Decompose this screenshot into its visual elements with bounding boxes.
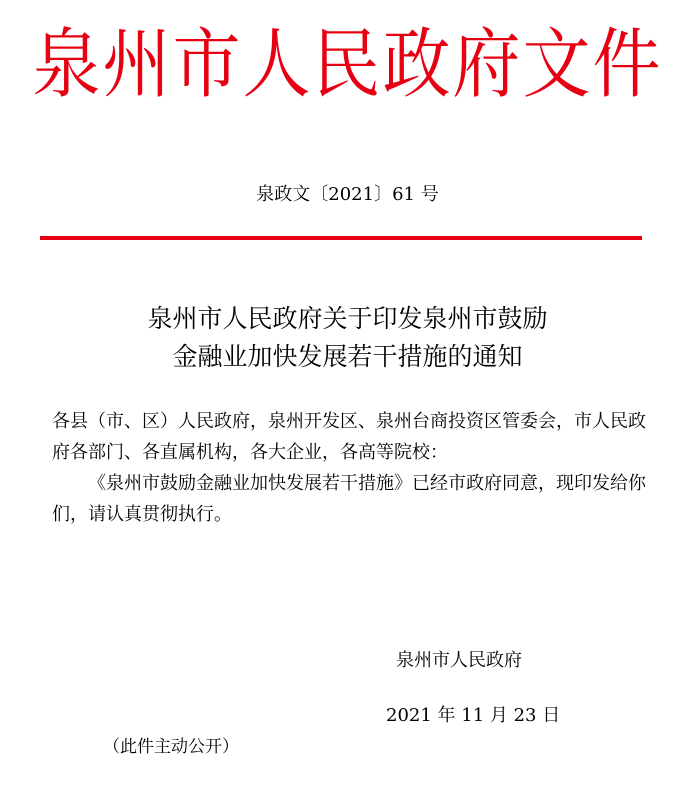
main-paragraph: 《泉州市鼓励金融业加快发展若干措施》已经市政府同意，现印发给你们，请认真贯彻执行。: [52, 473, 646, 525]
issuer-title: 泉州市人民政府文件: [32, 21, 663, 110]
signing-date: 2021 年 11 月 23 日: [386, 705, 561, 726]
notice-title: [0, 300, 695, 376]
notice-title-line-2: 金融业加快发展若干措施的通知: [172, 342, 523, 371]
red-divider-line: [40, 236, 642, 240]
recipients-paragraph: 各县（市、区）人民政府，泉州开发区、泉州台商投资区管委会，市人民政府各部门、各直属机构，各大企业，各高等院校：: [52, 411, 646, 463]
disclosure-note: （此件主动公开）: [103, 737, 239, 757]
signing-organization: 泉州市人民政府: [396, 650, 522, 671]
document-number: 泉政文〔2021〕61 号: [256, 184, 439, 205]
notice-title-line-1: 泉州市人民政府关于印发泉州市鼓励: [147, 304, 548, 333]
notice-body: [52, 406, 652, 530]
